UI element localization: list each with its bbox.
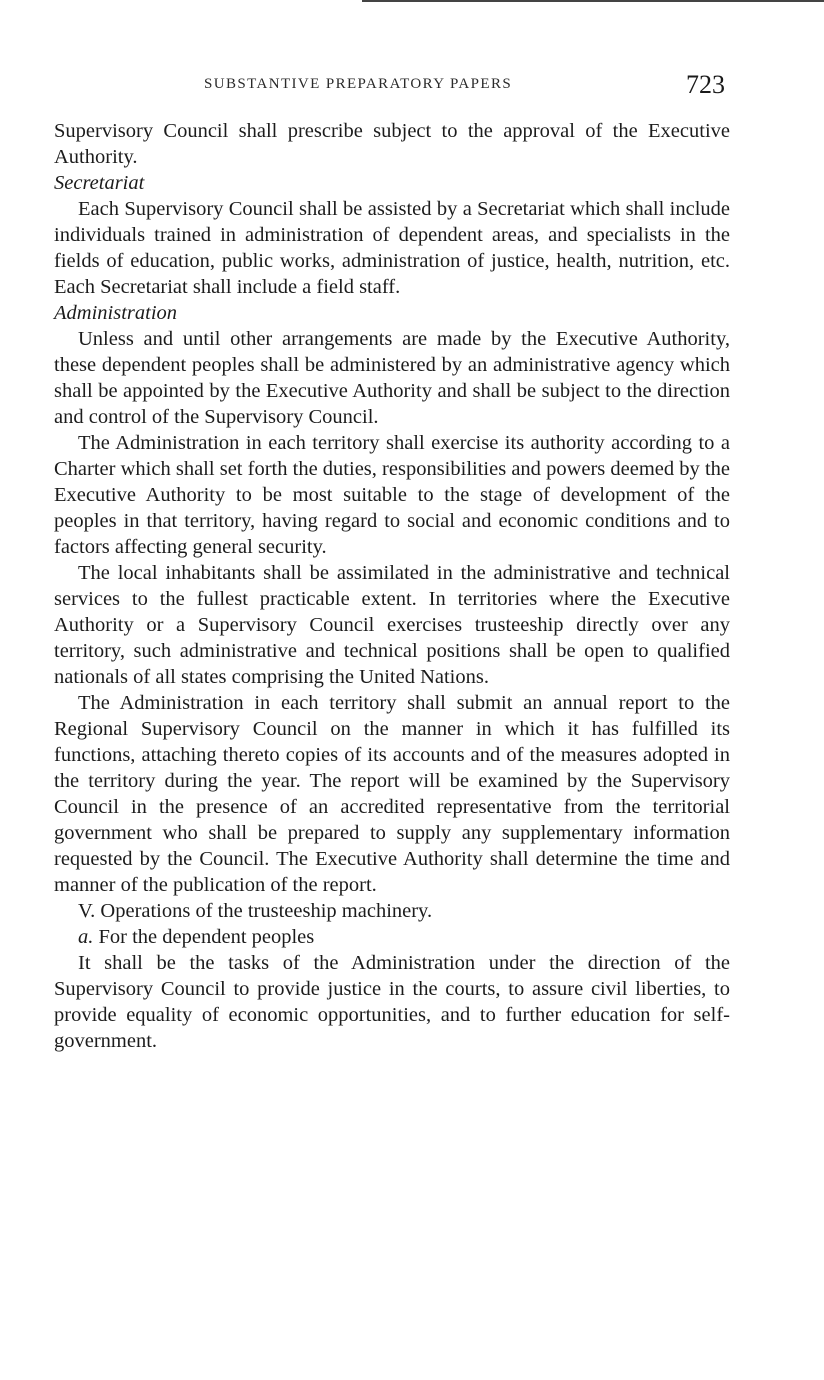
administration-paragraph-4: The Administration in each territory shall submit an annual report to the Regional Supervisory Council on the manner in which it has fulfilled its functions, attaching thereto copies of its accounts and of the measures adopted in the territory during the year. The report will be examined by the Supervisory Council in the presence of an accredited representative from the territorial government who shall be prepared to supply any supplementary information requested by the Council. The Executive Authority shall determine the time and manner of the publication of the report. [54,692,730,896]
top-rule [362,0,824,2]
secretariat-heading: Secretariat [54,172,145,194]
secretariat-paragraph: Each Supervisory Council shall be assisted by a Secretariat which shall include individuals trained in administration of dependent areas, and specialists in the fields of education, public works, administration of justice, health, nutrition, etc. Each Secretariat shall include a field staff. [54,198,730,298]
page-body [54,118,730,1054]
administration-paragraph-3: The local inhabitants shall be assimilated in the administrative and technical services to the fullest practicable extent. In territories where the Executive Authority or a Supervisory Council exercises trusteeship directly over any territory, such administrative and technical positions shall be open to qualified nationals of all states comprising the United Nations. [54,562,730,688]
administration-paragraph-1: Unless and until other arrangements are made by the Executive Authority, these dependent peoples shall be administered by an administrative agency which shall be appointed by the Executive Authority and shall be subject to the direction and control of the Supervisory Council. [54,328,730,428]
administration-heading: Administration [54,302,178,324]
page-number: 723 [686,70,725,99]
sub-heading-text: For the dependent peoples [98,926,315,948]
operations-heading: V. Operations of the trusteeship machinery. [78,900,433,922]
operations-subheading [54,924,730,950]
operations-paragraph: It shall be the tasks of the Administration under the direction of the Supervisory Council to provide justice in the courts, to assure civil liberties, to provide equality of economic opportunities, and to further education for self-government. [54,952,730,1052]
running-head: SUBSTANTIVE PREPARATORY PAPERS [204,76,513,92]
sub-marker: a. [78,926,94,948]
administration-paragraph-2: The Administration in each territory shall exercise its authority according to a Charter which shall set forth the duties, responsibilities and powers deemed by the Executive Authority to be most suitable to the stage of development of the peoples in that territory, having regard to social and economic conditions and to factors affecting general security. [54,432,730,558]
continuation-paragraph: Supervisory Council shall prescribe subject to the approval of the Executive Authority. [54,120,730,168]
